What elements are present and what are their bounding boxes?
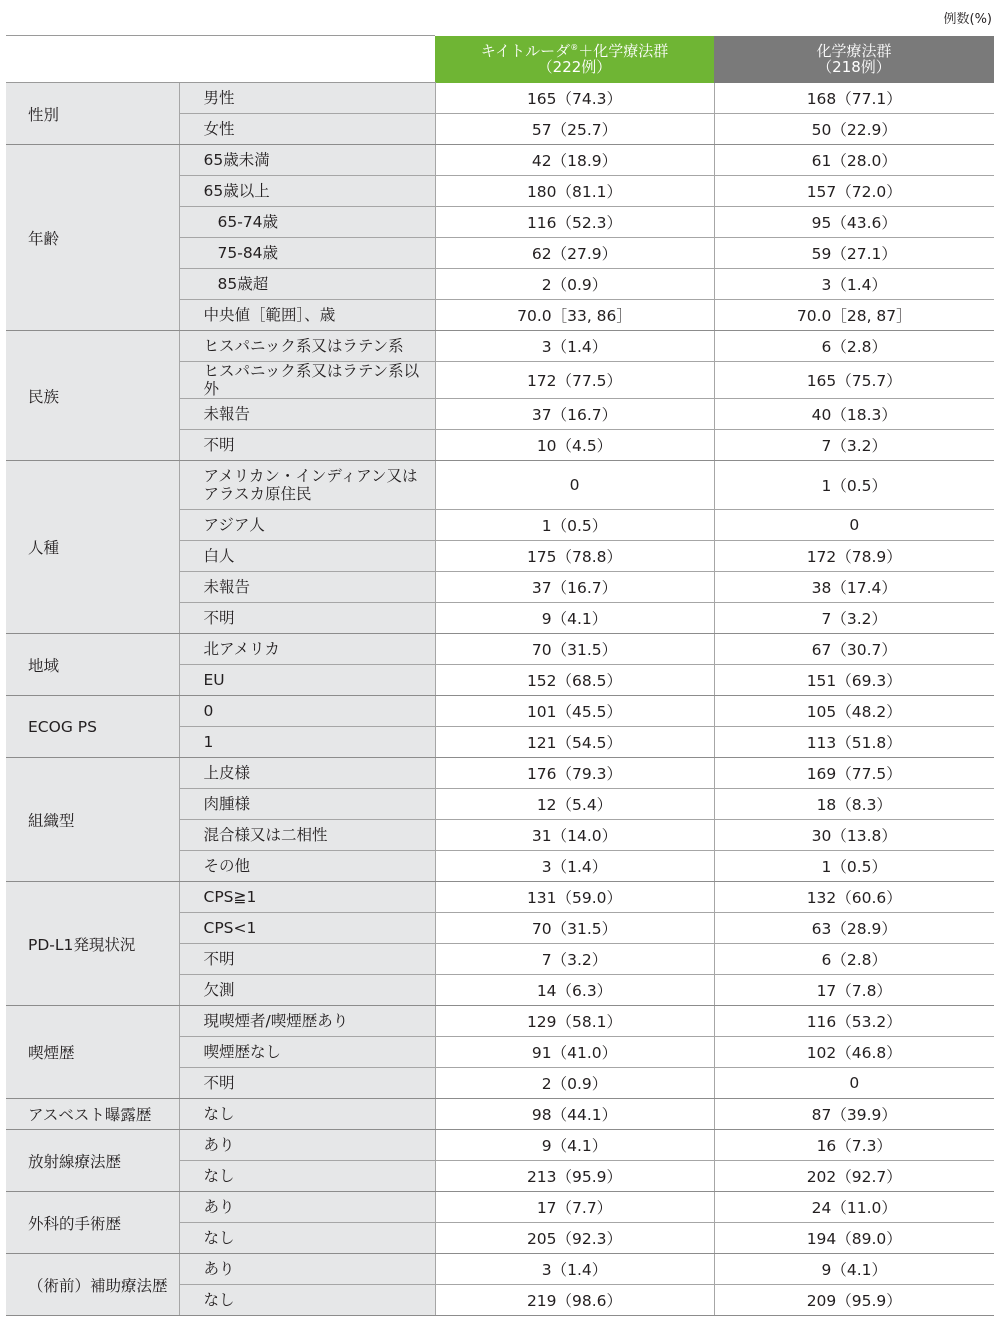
- arm-b-value: 169（77.5）: [714, 758, 994, 789]
- arm-b-value: 168（77.1）: [714, 83, 994, 114]
- arm-a-header: [435, 36, 714, 83]
- arm-b-value: 59（27.1）: [714, 238, 994, 269]
- arm-a-value: 101（45.5）: [435, 696, 714, 727]
- arm-b-value: 24（11.0）: [714, 1192, 994, 1223]
- table-row: [6, 696, 994, 727]
- arm-a-value: 1（0.5）: [435, 510, 714, 541]
- table-row: [6, 882, 994, 913]
- arm-a-value: 10（4.5）: [435, 430, 714, 461]
- arm-b-value: 38（17.4）: [714, 572, 994, 603]
- subcategory-label: 不明: [179, 603, 435, 634]
- arm-b-value: 16（7.3）: [714, 1130, 994, 1161]
- arm-a-value: 12（5.4）: [435, 789, 714, 820]
- arm-a-value: 165（74.3）: [435, 83, 714, 114]
- arm-a-value: 9（4.1）: [435, 1130, 714, 1161]
- category-label: 組織型: [6, 758, 179, 882]
- arm-b-value: 157（72.0）: [714, 176, 994, 207]
- table-row: [6, 1130, 994, 1161]
- arm-b-value: 0: [714, 1068, 994, 1099]
- subcategory-label: アジア人: [179, 510, 435, 541]
- category-label: 外科的手術歴: [6, 1192, 179, 1254]
- arm-a-value: 37（16.7）: [435, 399, 714, 430]
- category-label: 民族: [6, 331, 179, 461]
- arm-b-value: 61（28.0）: [714, 145, 994, 176]
- subcategory-label: 北アメリカ: [179, 634, 435, 665]
- subcategory-label: 65歳以上: [179, 176, 435, 207]
- arm-b-value: 67（30.7）: [714, 634, 994, 665]
- arm-b-value: 132（60.6）: [714, 882, 994, 913]
- category-label: 地域: [6, 634, 179, 696]
- arm-b-value: 105（48.2）: [714, 696, 994, 727]
- table-body: [6, 83, 994, 1316]
- subcategory-label: 不明: [179, 430, 435, 461]
- subcategory-label: 85歳超: [179, 269, 435, 300]
- subcategory-label: 75-84歳: [179, 238, 435, 269]
- arm-b-value: 40（18.3）: [714, 399, 994, 430]
- arm-a-value: 7（3.2）: [435, 944, 714, 975]
- category-label: （術前）補助療法歴: [6, 1254, 179, 1316]
- table-row: [6, 145, 994, 176]
- arm-a-value: 219（98.6）: [435, 1285, 714, 1316]
- arm-b-value: 202（92.7）: [714, 1161, 994, 1192]
- table-row: [6, 1192, 994, 1223]
- category-label: 喫煙歴: [6, 1006, 179, 1099]
- arm-b-value: 1（0.5）: [714, 461, 994, 510]
- arm-b-value: 50（22.9）: [714, 114, 994, 145]
- subcategory-label: 男性: [179, 83, 435, 114]
- arm-b-value: 7（3.2）: [714, 430, 994, 461]
- subcategory-label: 欠測: [179, 975, 435, 1006]
- arm-b-header-line1: 化学療法群: [816, 42, 892, 60]
- subcategory-label: 不明: [179, 944, 435, 975]
- category-label: ECOG PS: [6, 696, 179, 758]
- arm-b-value: 7（3.2）: [714, 603, 994, 634]
- subcategory-label: その他: [179, 851, 435, 882]
- subcategory-label-line1: アメリカン・インディアン又は: [203, 467, 418, 485]
- subcategory-label: ヒスパニック系又はラテン系: [179, 331, 435, 362]
- arm-a-header-line1: キイトルーダ®＋化学療法群: [480, 42, 669, 60]
- subcategory-label: なし: [179, 1161, 435, 1192]
- registered-mark: ®: [570, 43, 579, 52]
- arm-a-value: 205（92.3）: [435, 1223, 714, 1254]
- subcategory-label: 肉腫様: [179, 789, 435, 820]
- arm-a-value: 3（1.4）: [435, 851, 714, 882]
- arm-a-value: 37（16.7）: [435, 572, 714, 603]
- arm-b-value: 1（0.5）: [714, 851, 994, 882]
- category-label: PD-L1発現状況: [6, 882, 179, 1006]
- subcategory-label: 混合様又は二相性: [179, 820, 435, 851]
- table-row: [6, 461, 994, 510]
- arm-b-header: [714, 36, 994, 83]
- arm-b-value: 151（69.3）: [714, 665, 994, 696]
- arm-b-value: 70.0［28, 87］: [714, 300, 994, 331]
- table-row: [6, 1099, 994, 1130]
- arm-b-value: 194（89.0）: [714, 1223, 994, 1254]
- subcategory-label: あり: [179, 1130, 435, 1161]
- category-label: 性別: [6, 83, 179, 145]
- table-row: [6, 83, 994, 114]
- subcategory-label: 現喫煙者/喫煙歴あり: [179, 1006, 435, 1037]
- arm-a-value: 176（79.3）: [435, 758, 714, 789]
- arm-b-header-count: （218例）: [817, 58, 891, 76]
- arm-b-value: 3（1.4）: [714, 269, 994, 300]
- subcategory-label: CPS<1: [179, 913, 435, 944]
- arm-a-header-count: （222例）: [537, 58, 612, 76]
- arm-a-value: 2（0.9）: [435, 269, 714, 300]
- category-label: アスベスト曝露歴: [6, 1099, 179, 1130]
- arm-a-value: 175（78.8）: [435, 541, 714, 572]
- subcategory-label: あり: [179, 1254, 435, 1285]
- arm-b-value: 6（2.8）: [714, 331, 994, 362]
- arm-a-value: 172（77.5）: [435, 362, 714, 399]
- arm-a-value: 62（27.9）: [435, 238, 714, 269]
- arm-b-value: 30（13.8）: [714, 820, 994, 851]
- arm-a-value: 42（18.9）: [435, 145, 714, 176]
- arm-a-value: 91（41.0）: [435, 1037, 714, 1068]
- arm-a-value: 152（68.5）: [435, 665, 714, 696]
- arm-b-value: 18（8.3）: [714, 789, 994, 820]
- subcategory-label: あり: [179, 1192, 435, 1223]
- arm-b-value: 165（75.7）: [714, 362, 994, 399]
- arm-a-value: 70.0［33, 86］: [435, 300, 714, 331]
- subcategory-label: [179, 461, 435, 510]
- table-row: [6, 634, 994, 665]
- arm-a-value: 0: [435, 461, 714, 510]
- arm-a-value: 17（7.7）: [435, 1192, 714, 1223]
- category-label: 年齢: [6, 145, 179, 331]
- category-label: 放射線療法歴: [6, 1130, 179, 1192]
- arm-b-value: 6（2.8）: [714, 944, 994, 975]
- subcategory-label: 0: [179, 696, 435, 727]
- arm-a-value: 180（81.1）: [435, 176, 714, 207]
- subcategory-label-line2: アラスカ原住民: [203, 485, 312, 503]
- table-row: [6, 1254, 994, 1285]
- arm-b-value: 17（7.8）: [714, 975, 994, 1006]
- subcategory-label: 未報告: [179, 572, 435, 603]
- arm-a-value: 2（0.9）: [435, 1068, 714, 1099]
- subcategory-label: EU: [179, 665, 435, 696]
- arm-a-value: 70（31.5）: [435, 913, 714, 944]
- subcategory-label: CPS≧1: [179, 882, 435, 913]
- subcategory-label: 未報告: [179, 399, 435, 430]
- subcategory-label: 白人: [179, 541, 435, 572]
- subcategory-label: 女性: [179, 114, 435, 145]
- arm-b-value: 113（51.8）: [714, 727, 994, 758]
- arm-b-value: 95（43.6）: [714, 207, 994, 238]
- table-header-row: [6, 36, 994, 83]
- arm-a-value: 131（59.0）: [435, 882, 714, 913]
- subcategory-label: なし: [179, 1099, 435, 1130]
- subcategory-label: 中央値［範囲］、歳: [179, 300, 435, 331]
- arm-a-value: 31（14.0）: [435, 820, 714, 851]
- subcategory-label: 不明: [179, 1068, 435, 1099]
- arm-a-value: 98（44.1）: [435, 1099, 714, 1130]
- arm-b-value: 0: [714, 510, 994, 541]
- subcategory-label: ヒスパニック系又はラテン系以外: [179, 362, 435, 399]
- arm-a-value: 116（52.3）: [435, 207, 714, 238]
- arm-a-value: 213（95.9）: [435, 1161, 714, 1192]
- subcategory-label: なし: [179, 1285, 435, 1316]
- arm-a-value: 121（54.5）: [435, 727, 714, 758]
- baseline-characteristics-table: [6, 35, 994, 1316]
- subcategory-label: 65歳未満: [179, 145, 435, 176]
- arm-b-value: 9（4.1）: [714, 1254, 994, 1285]
- arm-a-value: 129（58.1）: [435, 1006, 714, 1037]
- arm-a-value: 14（6.3）: [435, 975, 714, 1006]
- arm-b-value: 102（46.8）: [714, 1037, 994, 1068]
- category-label: 人種: [6, 461, 179, 634]
- arm-b-value: 63（28.9）: [714, 913, 994, 944]
- subcategory-label: 65-74歳: [179, 207, 435, 238]
- arm-a-value: 57（25.7）: [435, 114, 714, 145]
- table-row: [6, 758, 994, 789]
- arm-b-value: 116（53.2）: [714, 1006, 994, 1037]
- subcategory-label: なし: [179, 1223, 435, 1254]
- arm-a-value: 70（31.5）: [435, 634, 714, 665]
- subcategory-label: 喫煙歴なし: [179, 1037, 435, 1068]
- arm-a-value: 3（1.4）: [435, 1254, 714, 1285]
- arm-b-value: 87（39.9）: [714, 1099, 994, 1130]
- table-row: [6, 1006, 994, 1037]
- header-blank-cell: [6, 36, 435, 83]
- arm-a-value: 9（4.1）: [435, 603, 714, 634]
- table-row: [6, 331, 994, 362]
- arm-b-value: 172（78.9）: [714, 541, 994, 572]
- unit-note: 例数(%): [943, 12, 992, 27]
- subcategory-label: 1: [179, 727, 435, 758]
- arm-b-value: 209（95.9）: [714, 1285, 994, 1316]
- subcategory-label: 上皮様: [179, 758, 435, 789]
- arm-a-value: 3（1.4）: [435, 331, 714, 362]
